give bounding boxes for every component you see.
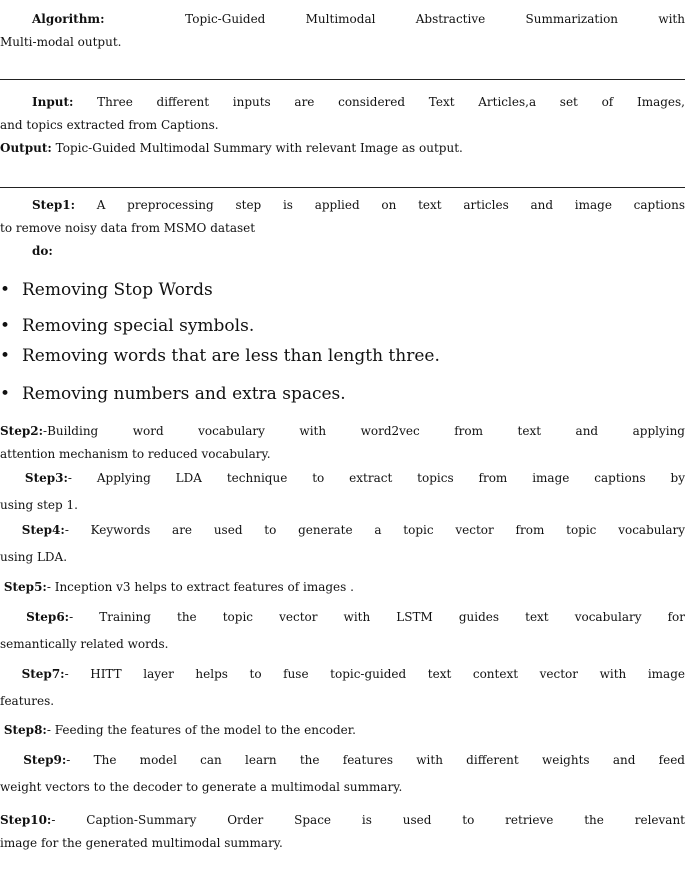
output-line: Output: Topic-Guided Multimodal Summary with relevant Image as output. [0,141,463,155]
step-item: Step9:- The model can learn the features with different weights and feed weight vectors to the decoder to generate a multimodal summary. [0,753,685,794]
input-line2: and topics extracted from Captions. [0,118,219,132]
step-item: Step3:- Applying LDA technique to extract topics from image captions by using step 1. [0,471,685,512]
step-item: Step5:- Inception v3 helps to extract features of images . [3,580,354,594]
algorithm-title-line2: Multi-modal output. [0,35,122,49]
rule-divider [0,187,685,188]
list-item: • Removing Stop Words [0,280,213,300]
input-line1: Input: Three different inputs are considered Text Articles,a set of Images, [32,95,685,109]
output-label: Output: [0,141,52,155]
list-item: • Removing special symbols. [0,316,255,336]
rule-divider [0,79,685,80]
step-item: Step7:- HITT layer helps to fuse topic-guided text context vector with image features. [0,667,685,708]
algorithm-title-line1: Algorithm: Topic-Guided Multimodal Abstractive Summarization with [32,12,685,26]
algorithm-label: Algorithm: [32,12,105,26]
step-item: Step2:-Building word vocabulary with word2vec from text and applying attention mechanism to reduced vocabulary. [0,424,685,461]
step-item: Step8:- Feeding the features of the model to the encoder. [3,723,356,737]
step1-line1: Step1: A preprocessing step is applied on text articles and image captions [32,198,685,212]
algorithm-title [0,8,685,54]
step1-block [0,194,685,263]
step-item: Step10:- Caption-Summary Order Space is used to retrieve the relevant image for the generated multimodal summary. [0,813,685,850]
list-item: • Removing numbers and extra spaces. [0,384,346,404]
step-item: Step6:- Training the topic vector with LSTM guides text vocabulary for semantically related words. [0,610,685,651]
step1-line2: to remove noisy data from MSMO dataset [0,221,256,235]
step-item: Step4:- Keywords are used to generate a topic vector from topic vocabulary using LDA. [0,523,685,564]
input-block [0,91,685,160]
step1-label: Step1: [32,198,76,212]
list-item: • Removing words that are less than length three. [0,346,440,366]
input-label: Input: [32,95,74,109]
step1-do: do: [32,244,53,258]
